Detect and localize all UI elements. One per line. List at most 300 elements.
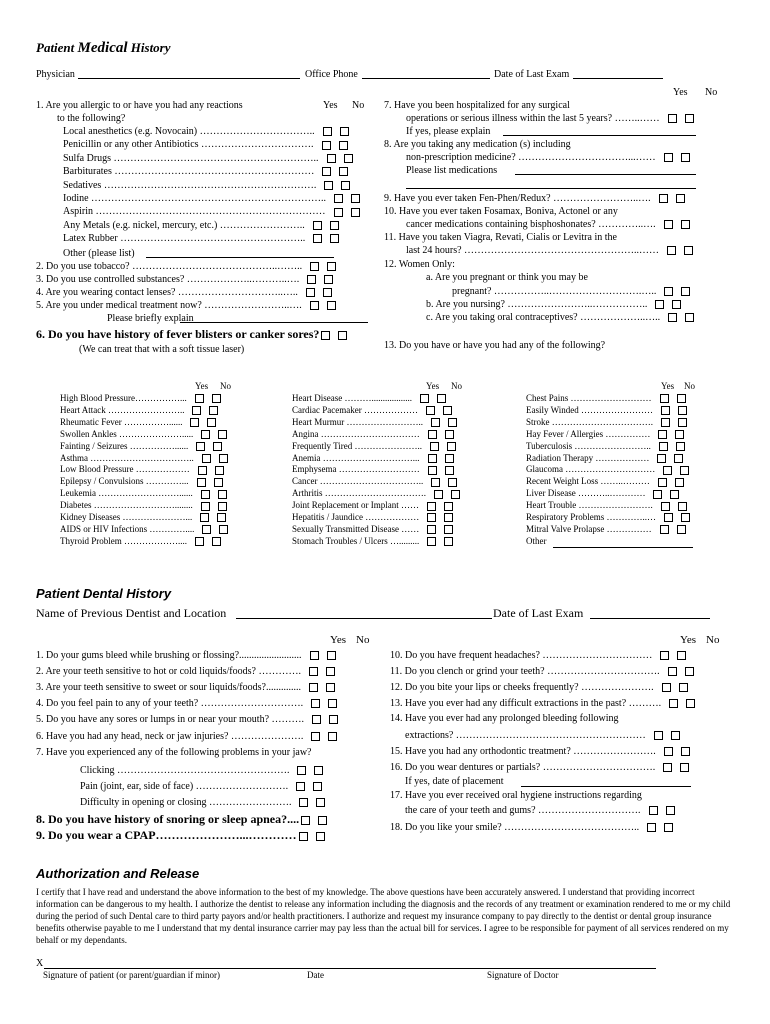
dental-question (390, 666, 694, 678)
condition-item-label: Diabetes ………………………........ (60, 500, 193, 511)
dental-last-exam-label: Date of Last Exam (493, 606, 584, 620)
dental-question-18: 18. Do you like your smile? ………………………………….. (390, 822, 673, 834)
question-10: 10. Have you ever taken Fosamax, Boniva, Actonel or any (384, 206, 618, 217)
authorization-text: I certify that I have read and understand the above information to the best of my knowledge. The above questions have been accurately answered. I understand that providing incorrect information can be dangerous to my health. I authorize the dentist to release any information including the diagnosis and the records of any treatment or examination rendered to me or my child during the period of such Dental care to third party payors and/or health practitioners. I authorize and request my insurance company to pay directly to the dentist or dental group insurance benefits otherwise payable to me I understand that my dental insurance carrier may pay less than the actual bill for services. I agree to be responsible for payment of all services rendered on my behalf or my dependants. (36, 887, 731, 945)
allergy-item-label: Aspirin …………………………………………………………… (63, 206, 326, 218)
no-checkbox[interactable] (681, 153, 690, 162)
doctor-signature-label: Signature of Doctor (487, 970, 559, 980)
yes-checkbox[interactable] (649, 806, 658, 815)
yes-checkbox[interactable] (658, 430, 667, 439)
yes-checkbox[interactable] (201, 490, 210, 499)
yes-checkbox[interactable] (310, 651, 319, 660)
condition-item-label: Rheumatic Fever ……………...... (60, 416, 183, 427)
yes-header: Yes (680, 634, 697, 646)
question-10-cont: cancer medications containing bisphoshonates? …………..…. (406, 219, 690, 231)
no-checkbox[interactable] (680, 763, 689, 772)
condition-item (292, 524, 453, 535)
yes-checkbox[interactable] (309, 667, 318, 676)
yes-header: Yes (673, 87, 688, 98)
condition-item (526, 453, 683, 464)
condition-item-label: Angina …………………………… (292, 428, 420, 439)
no-checkbox[interactable] (339, 167, 348, 176)
dental-question-8: 8. Do you have history of snoring or sleep apnea?.... (36, 812, 327, 827)
condition-item-label: Recent Weight Loss ……..……… (526, 476, 650, 487)
question-3: 3. Do you use controlled substances? ………………..………..…. (36, 274, 333, 286)
no-checkbox[interactable] (213, 442, 222, 451)
yes-checkbox[interactable] (664, 513, 673, 522)
yes-checkbox[interactable] (647, 823, 656, 832)
no-checkbox[interactable] (328, 732, 337, 741)
no-checkbox[interactable] (212, 537, 221, 546)
question-12c: c. Are you taking oral contraceptives? ………………..….. (426, 312, 694, 324)
no-checkbox[interactable] (447, 442, 456, 451)
allergy-item (63, 153, 353, 165)
condition-item-label: Sexually Transmitted Disease …… (292, 523, 420, 534)
dental-question-label: 7. Have you experienced any of the following problems in your jaw? (36, 747, 312, 758)
no-checkbox[interactable] (326, 683, 335, 692)
no-checkbox[interactable] (341, 181, 350, 190)
hospital-explain-field[interactable] (503, 135, 696, 136)
no-checkbox[interactable] (670, 490, 679, 499)
yes-checkbox[interactable] (306, 288, 315, 297)
other-allergy-field[interactable] (146, 257, 334, 258)
yes-checkbox[interactable] (427, 502, 436, 511)
no-checkbox[interactable] (316, 832, 325, 841)
yes-checkbox[interactable] (427, 525, 436, 534)
condition-item-label: Liver Disease ………..………… (526, 488, 646, 499)
no-checkbox[interactable] (330, 221, 339, 230)
question-7: 7. Have you been hospitalized for any surgical (384, 100, 570, 111)
allergy-item (63, 180, 350, 192)
allergy-item (63, 220, 339, 232)
last-exam-label: Date of Last Exam (494, 69, 570, 80)
no-checkbox[interactable] (329, 715, 338, 724)
no-checkbox[interactable] (330, 234, 339, 243)
condition-item (292, 441, 456, 452)
no-checkbox[interactable] (681, 513, 690, 522)
yes-checkbox[interactable] (431, 478, 440, 487)
yes-checkbox[interactable] (660, 651, 669, 660)
yes-checkbox[interactable] (322, 167, 331, 176)
condition-item (60, 536, 221, 547)
yes-checkbox[interactable] (196, 442, 205, 451)
question-6-note: (We can treat that with a soft tissue laser) (79, 344, 245, 355)
yes-checkbox[interactable] (299, 832, 308, 841)
question-1: 1. Are you allergic to or have you had any reactions (36, 100, 243, 111)
question-8: 8. Are you taking any medication (s) including (384, 139, 571, 150)
dental-question (390, 713, 619, 725)
no-checkbox[interactable] (219, 525, 228, 534)
question-1-cont: to the following? (57, 113, 126, 124)
previous-dentist-field[interactable] (236, 618, 492, 619)
no-checkbox[interactable] (219, 454, 228, 463)
yes-checkbox[interactable] (653, 490, 662, 499)
condition-item (526, 488, 679, 499)
yes-checkbox[interactable] (668, 114, 677, 123)
condition-item (526, 393, 686, 404)
allergy-item-label: Latex Rubber ……………………………………………….. (63, 233, 306, 245)
yes-checkbox[interactable] (668, 667, 677, 676)
no-checkbox[interactable] (324, 275, 333, 284)
no-checkbox[interactable] (445, 454, 454, 463)
condition-item (292, 512, 453, 523)
no-checkbox[interactable] (351, 194, 360, 203)
no-checkbox[interactable] (444, 502, 453, 511)
condition-item (60, 512, 226, 523)
yes-checkbox[interactable] (664, 220, 673, 229)
yes-checkbox[interactable] (669, 699, 678, 708)
yes-checkbox[interactable] (307, 275, 316, 284)
no-header: No (356, 634, 370, 646)
dental-question-17-cont: the care of your teeth and gums? …………………………. (405, 805, 675, 817)
condition-item (60, 524, 228, 535)
yes-checkbox[interactable] (313, 221, 322, 230)
dental-question-label: 4. Do you feel pain to any of your teeth? …………………………. (36, 698, 304, 709)
authorization-title: Authorization and Release (36, 866, 200, 881)
no-checkbox[interactable] (323, 288, 332, 297)
no-checkbox[interactable] (675, 430, 684, 439)
condition-item-label: Heart Attack …………………….. (60, 404, 185, 415)
dental-question-16: 16. Do you wear dentures or partials? ……………………………. (390, 762, 689, 774)
yes-checkbox[interactable] (301, 816, 310, 825)
no-checkbox[interactable] (328, 699, 337, 708)
no-checkbox[interactable] (218, 502, 227, 511)
condition-item (292, 453, 454, 464)
condition-item-label: Emphysema ……………………… (292, 464, 420, 475)
no-header: No (706, 634, 720, 646)
no-checkbox[interactable] (681, 220, 690, 229)
no-checkbox[interactable] (677, 525, 686, 534)
jaw-problem-item-label: Pain (joint, ear, side of face) ………………………. (80, 781, 289, 792)
placement-date-label: If yes, date of placement (405, 776, 504, 787)
condition-item (526, 441, 685, 452)
no-checkbox[interactable] (218, 430, 227, 439)
dental-last-exam-field[interactable] (590, 618, 710, 619)
allergy-item-label: Sedatives ………………………………………………………. (63, 179, 317, 191)
dental-question-label: 14. Have you ever had any prolonged bleeding following (390, 713, 619, 724)
question-11: 11. Have you taken Viagra, Revati, Cialis or Levitra in the (384, 232, 617, 243)
yes-checkbox[interactable] (311, 732, 320, 741)
dental-question (390, 682, 688, 694)
no-header: No (684, 381, 695, 391)
condition-item (60, 393, 221, 404)
allergy-item (63, 126, 349, 138)
no-checkbox[interactable] (678, 418, 687, 427)
other-allergy-label: Other (please list) (63, 248, 135, 259)
explain-label: Please briefly explain (107, 313, 194, 324)
no-checkbox[interactable] (685, 114, 694, 123)
no-checkbox[interactable] (214, 478, 223, 487)
yes-checkbox[interactable] (667, 246, 676, 255)
physician-field[interactable] (78, 78, 300, 79)
no-checkbox[interactable] (451, 490, 460, 499)
yes-checkbox[interactable] (202, 525, 211, 534)
no-checkbox[interactable] (444, 537, 453, 546)
no-checkbox[interactable] (664, 823, 673, 832)
yes-checkbox[interactable] (323, 127, 332, 136)
allergy-item (63, 233, 339, 245)
condition-item (526, 512, 690, 523)
medications-field[interactable] (515, 174, 696, 175)
condition-item-label: Frequently Tired ………………….. (292, 440, 423, 451)
yes-header: Yes (426, 381, 440, 391)
no-checkbox[interactable] (675, 478, 684, 487)
yes-checkbox[interactable] (668, 313, 677, 322)
allergy-item-label: Iodine …………………………………………………………….. (63, 193, 327, 204)
no-checkbox[interactable] (338, 331, 347, 340)
dental-question (390, 650, 686, 662)
yes-checkbox[interactable] (654, 731, 663, 740)
allergy-item (63, 206, 360, 218)
yes-checkbox[interactable] (322, 141, 331, 150)
patient-signature-label: Signature of patient (or parent/guardian if minor) (43, 970, 220, 980)
yes-checkbox[interactable] (296, 782, 305, 791)
yes-checkbox[interactable] (190, 418, 199, 427)
yes-checkbox[interactable] (660, 525, 669, 534)
yes-checkbox[interactable] (198, 466, 207, 475)
no-checkbox[interactable] (217, 513, 226, 522)
no-header: No (352, 100, 365, 111)
yes-checkbox[interactable] (327, 154, 336, 163)
yes-checkbox[interactable] (299, 798, 308, 807)
office-phone-field[interactable] (362, 78, 490, 79)
no-checkbox[interactable] (685, 313, 694, 322)
no-checkbox[interactable] (351, 208, 360, 217)
yes-checkbox[interactable] (195, 394, 204, 403)
yes-checkbox[interactable] (426, 406, 435, 415)
condition-item (60, 429, 227, 440)
no-checkbox[interactable] (340, 127, 349, 136)
no-checkbox[interactable] (681, 287, 690, 296)
condition-item (292, 500, 453, 511)
question-4: 4. Are you wearing contact lenses? …………………………..….. (36, 287, 332, 299)
yes-checkbox[interactable] (310, 262, 319, 271)
dental-question-17: 17. Have you ever received oral hygiene instructions regarding (390, 790, 642, 801)
no-checkbox[interactable] (327, 651, 336, 660)
yes-checkbox[interactable] (428, 454, 437, 463)
no-checkbox[interactable] (327, 301, 336, 310)
condition-item (60, 488, 227, 499)
dental-question (390, 698, 695, 710)
question-13: 13. Do you have or have you had any of the following? (384, 340, 606, 351)
question-7-cont: operations or serious illness within the last 5 years? ……..…… (406, 113, 694, 125)
yes-checkbox[interactable] (661, 418, 670, 427)
no-checkbox[interactable] (677, 651, 686, 660)
allergy-item-label: Barbiturates …………………………………………………… (63, 166, 315, 178)
no-checkbox[interactable] (674, 454, 683, 463)
condition-item-label: Respiratory Problems …………..… (526, 512, 656, 522)
allergy-item-label: Local anesthetics (e.g. Novocain) …………………………….. (63, 126, 315, 137)
condition-item-label: Radiation Therapy ……………… (526, 452, 650, 463)
condition-item (292, 464, 454, 475)
yes-checkbox[interactable] (434, 490, 443, 499)
condition-item (292, 393, 446, 404)
dental-question-label: 2. Are your teeth sensitive to hot or cold liquids/foods? …………. (36, 666, 301, 677)
no-checkbox[interactable] (678, 406, 687, 415)
no-checkbox[interactable] (314, 766, 323, 775)
condition-item-label: Kidney Diseases …………………... (60, 512, 193, 522)
condition-item-label: Other (526, 535, 547, 546)
no-checkbox[interactable] (437, 394, 446, 403)
signature-x: X (36, 958, 44, 969)
no-checkbox[interactable] (344, 154, 353, 163)
yes-checkbox[interactable] (660, 394, 669, 403)
no-checkbox[interactable] (313, 782, 322, 791)
yes-checkbox[interactable] (431, 418, 440, 427)
no-checkbox[interactable] (676, 442, 685, 451)
yes-checkbox[interactable] (311, 699, 320, 708)
no-checkbox[interactable] (679, 683, 688, 692)
no-checkbox[interactable] (326, 667, 335, 676)
yes-checkbox[interactable] (657, 454, 666, 463)
no-checkbox[interactable] (443, 406, 452, 415)
dental-question (36, 747, 311, 759)
yes-checkbox[interactable] (427, 513, 436, 522)
medical-history-title: Patient Medical History (36, 40, 171, 56)
no-checkbox[interactable] (445, 466, 454, 475)
physician-label: Physician (36, 69, 75, 80)
yes-checkbox[interactable] (420, 394, 429, 403)
no-checkbox[interactable] (678, 502, 687, 511)
yes-checkbox[interactable] (427, 537, 436, 546)
jaw-problem-item (80, 781, 322, 793)
no-checkbox[interactable] (448, 478, 457, 487)
yes-checkbox[interactable] (334, 194, 343, 203)
condition-item (60, 476, 223, 487)
condition-item (60, 464, 224, 475)
no-checkbox[interactable] (215, 466, 224, 475)
yes-checkbox[interactable] (428, 466, 437, 475)
no-checkbox[interactable] (339, 141, 348, 150)
condition-item (292, 429, 454, 440)
no-checkbox[interactable] (685, 667, 694, 676)
dental-history-title: Patient Dental History (36, 586, 172, 601)
last-exam-field[interactable] (573, 78, 663, 79)
no-checkbox[interactable] (671, 731, 680, 740)
yes-checkbox[interactable] (201, 430, 210, 439)
dental-question-label: 10. Do you have frequent headaches? …………………………… (390, 650, 653, 661)
no-checkbox[interactable] (207, 418, 216, 427)
yes-checkbox[interactable] (662, 683, 671, 692)
yes-header: Yes (323, 100, 338, 111)
yes-checkbox[interactable] (201, 502, 210, 511)
allergy-item-label: Penicillin or any other Antibiotics ……………………………. (63, 139, 314, 151)
yes-checkbox[interactable] (658, 478, 667, 487)
no-checkbox[interactable] (316, 798, 325, 807)
no-checkbox[interactable] (318, 816, 327, 825)
yes-checkbox[interactable] (200, 513, 209, 522)
explain-field[interactable] (180, 322, 368, 323)
yes-checkbox[interactable] (663, 466, 672, 475)
yes-checkbox[interactable] (202, 454, 211, 463)
jaw-problem-item-label: Difficulty in opening or closing ……………………. (80, 797, 292, 808)
condition-item-label: Heart Trouble ……………………. (526, 500, 653, 511)
no-checkbox[interactable] (676, 194, 685, 203)
no-checkbox[interactable] (686, 699, 695, 708)
no-checkbox[interactable] (448, 418, 457, 427)
condition-item-label: Cardiac Pacemaker ……………… (292, 404, 418, 415)
yes-checkbox[interactable] (309, 683, 318, 692)
yes-checkbox[interactable] (310, 301, 319, 310)
no-checkbox[interactable] (677, 394, 686, 403)
signature-line[interactable] (44, 968, 656, 969)
condition-item (60, 405, 218, 416)
no-checkbox[interactable] (212, 394, 221, 403)
dental-question-15: 15. Have you had any orthodontic treatment? ……………………. (390, 746, 690, 758)
allergy-item (63, 166, 348, 178)
question-11-cont: last 24 hours? ……………………………………………..…… (406, 245, 693, 257)
condition-item (526, 524, 686, 535)
condition-item-label: Chest Pains ……………………… (526, 393, 652, 403)
yes-checkbox[interactable] (664, 747, 673, 756)
yes-checkbox[interactable] (321, 331, 330, 340)
dental-question-14-cont: extractions? ………………………………………………… (405, 730, 680, 742)
yes-checkbox[interactable] (664, 287, 673, 296)
yes-checkbox[interactable] (655, 300, 664, 309)
dental-question-label: 5. Do you have any sores or lumps in or near your mouth? ………. (36, 714, 305, 725)
yes-checkbox[interactable] (297, 766, 306, 775)
condition-item-label: High Blood Pressure……………... (60, 393, 187, 403)
yes-checkbox[interactable] (663, 763, 672, 772)
hospital-explain-label: If yes, please explain (406, 126, 491, 137)
no-checkbox[interactable] (680, 466, 689, 475)
yes-header: Yes (661, 381, 675, 391)
yes-checkbox[interactable] (334, 208, 343, 217)
dental-question-label: 13. Have you ever had any difficult extractions in the past? ………. (390, 698, 662, 709)
dental-question (36, 731, 337, 743)
dental-question-label: 3. Are your teeth sensitive to sweet or sour liquids/foods?.............. (36, 682, 301, 693)
question-2: 2. Do you use tobacco? ……………………………………..…….. (36, 261, 336, 273)
condition-item (526, 536, 547, 547)
yes-checkbox[interactable] (324, 181, 333, 190)
no-checkbox[interactable] (444, 525, 453, 534)
no-checkbox[interactable] (327, 262, 336, 271)
no-checkbox[interactable] (444, 513, 453, 522)
yes-checkbox[interactable] (192, 406, 201, 415)
condition-item (526, 500, 687, 511)
allergy-item-label: Any Metals (e.g. nickel, mercury, etc.) …………………….. (63, 219, 305, 231)
question-9: 9. Have you ever taken Fen-Phen/Redux? ……………………..…. (384, 193, 685, 205)
condition-item-label: Glaucoma ………………………… (526, 464, 656, 475)
yes-checkbox[interactable] (197, 478, 206, 487)
yes-checkbox[interactable] (428, 430, 437, 439)
previous-dentist-label: Name of Previous Dentist and Location (36, 606, 227, 620)
condition-item (60, 500, 227, 511)
yes-checkbox[interactable] (430, 442, 439, 451)
yes-checkbox[interactable] (659, 194, 668, 203)
no-checkbox[interactable] (218, 490, 227, 499)
yes-checkbox[interactable] (661, 406, 670, 415)
other-condition-field[interactable] (553, 547, 693, 548)
condition-item-label: Hepatitis / Jaundice ……………… (292, 512, 420, 522)
no-header: No (451, 381, 462, 391)
no-checkbox[interactable] (684, 246, 693, 255)
yes-checkbox[interactable] (312, 715, 321, 724)
condition-item (292, 536, 453, 547)
no-checkbox[interactable] (672, 300, 681, 309)
no-checkbox[interactable] (666, 806, 675, 815)
yes-checkbox[interactable] (659, 442, 668, 451)
no-checkbox[interactable] (209, 406, 218, 415)
no-checkbox[interactable] (681, 747, 690, 756)
yes-checkbox[interactable] (313, 234, 322, 243)
no-checkbox[interactable] (445, 430, 454, 439)
yes-checkbox[interactable] (664, 153, 673, 162)
yes-checkbox[interactable] (661, 502, 670, 511)
placement-date-field[interactable] (521, 786, 691, 787)
medications-field-2[interactable] (406, 188, 696, 189)
yes-checkbox[interactable] (195, 537, 204, 546)
